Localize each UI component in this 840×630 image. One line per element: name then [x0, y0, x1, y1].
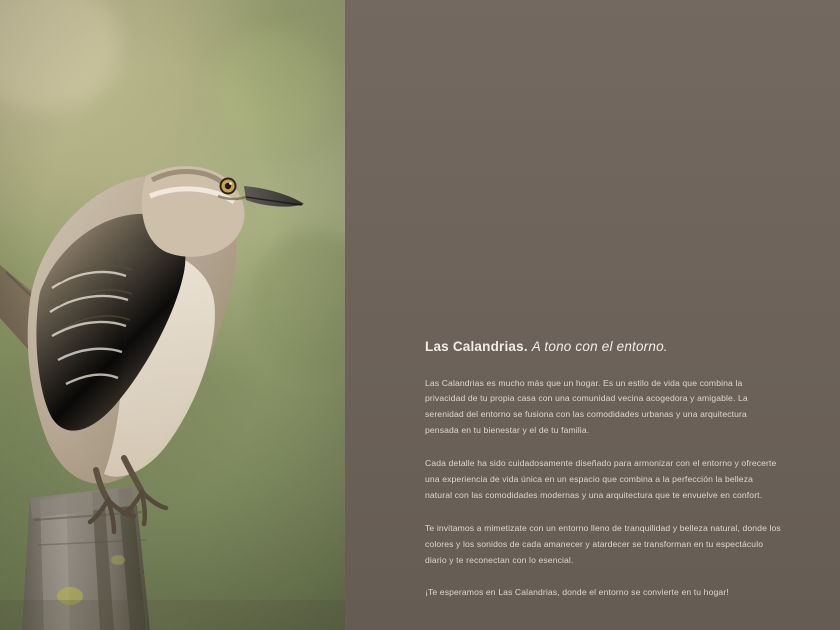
headline-title: Las Calandrias.	[425, 339, 528, 354]
page-title	[425, 338, 782, 356]
text-panel	[345, 0, 840, 630]
hero-photo-panel	[0, 0, 345, 630]
photo-vignette	[0, 0, 345, 630]
body-paragraph: Te invitamos a mimetizate con un entorno lleno de tranquilidad y belleza natural, donde los colores y los sonidos de cada amanecer y atardecer se transforman en tu espectáculo diario y te reconectan con lo esencial.	[425, 522, 781, 565]
body-paragraph: Cada detalle ha sido cuidadosamente diseñado para armonizar con el entorno y ofrecerte una experiencia de vida única en un espacio que combina a la perfección la belleza natural con las comodidades modernas y una arquitectura que te envuelve en confort.	[425, 458, 777, 500]
headline-subtitle: A tono con el entorno.	[531, 339, 668, 354]
closing-paragraph: ¡Te esperamos en Las Calandrias, donde el entorno se convierte en tu hogar!	[425, 587, 729, 598]
text-content-block	[425, 338, 782, 601]
body-paragraph: Las Calandrias es mucho más que un hogar. Es un estilo de vida que combina la privacidad de tu propia casa con una comunidad vecina acogedora y amigable. La serenidad del entorno se fusiona con las comodidades urbanas y una arquitectura pensada en tu bienestar y el de tu familia.	[425, 377, 748, 436]
